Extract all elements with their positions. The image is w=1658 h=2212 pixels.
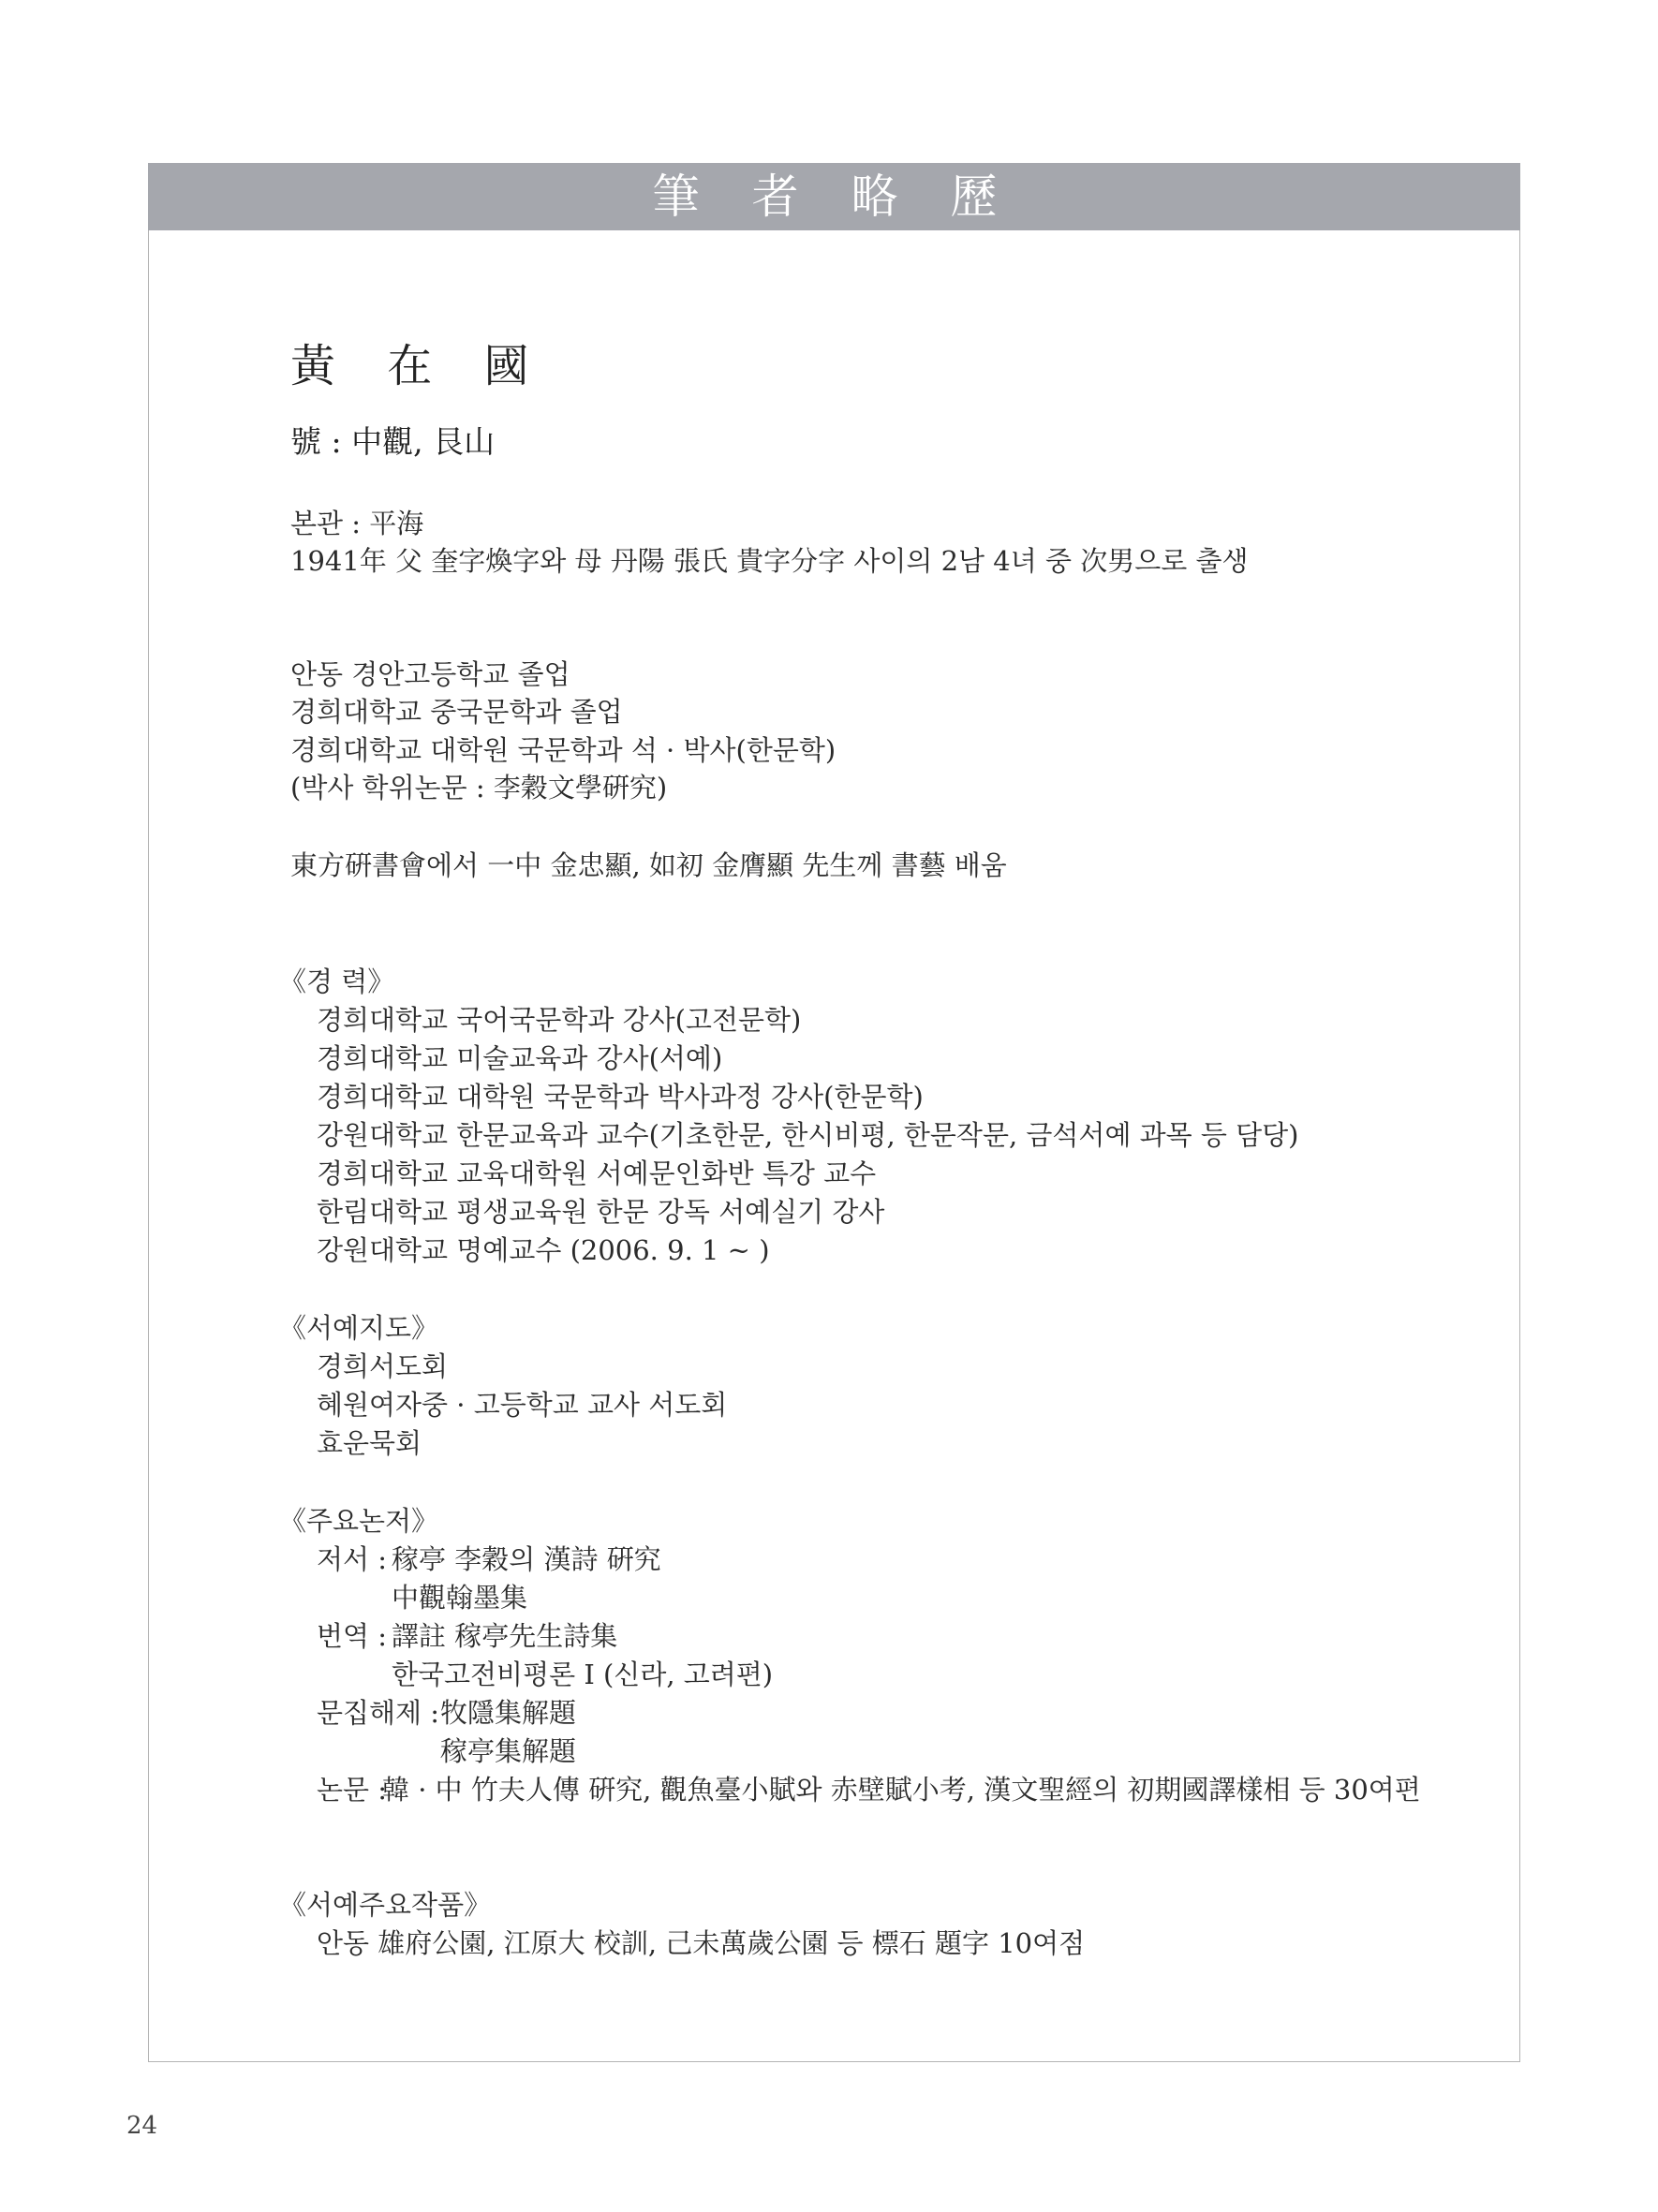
guidance-item: 혜원여자중 · 고등학교 교사 서도회 — [317, 1389, 728, 1421]
page-title: 筆 者 略 歷 — [148, 163, 1520, 230]
career-item: 경희대학교 교육대학원 서예문인화반 특강 교수 — [317, 1158, 877, 1189]
education-item: (박사 학위논문 : 李穀文學硏究) — [290, 772, 668, 804]
guidance-item: 효운묵회 — [317, 1427, 422, 1459]
translation-item: 譯註 稼亭先生詩集 — [392, 1620, 618, 1652]
book-item: 中觀翰墨集 — [392, 1582, 528, 1614]
birth-line: 1941年 父 奎字煥字와 母 丹陽 張氏 貴字分字 사이의 2남 4녀 중 次男으로 출생 — [290, 545, 1249, 577]
calligraphy-item: 안동 雄府公園, 江原大 校訓, 己未萬歲公園 등 標石 題字 10여점 — [317, 1927, 1086, 1959]
page-number: 24 — [126, 2112, 158, 2140]
papers-label: 논문 : — [317, 1774, 388, 1806]
guidance-item: 경희서도회 — [317, 1350, 449, 1382]
bibliography-item: 稼亭集解題 — [440, 1735, 577, 1767]
calligraphy-heading: 《서예주요작품》 — [279, 1889, 492, 1921]
education-item: 안동 경안고등학교 졸업 — [290, 658, 570, 690]
bibliography-item: 牧隱集解題 — [440, 1697, 577, 1729]
study-line: 東方硏書會에서 一中 金忠顯, 如初 金膺顯 先生께 書藝 배움 — [290, 849, 1007, 881]
career-item: 경희대학교 대학원 국문학과 박사과정 강사(한문학) — [317, 1081, 924, 1113]
bibliography-label: 문집해제 : — [317, 1697, 440, 1729]
career-item: 한림대학교 평생교육원 한문 강독 서예실기 강사 — [317, 1196, 885, 1228]
career-heading: 《경 력》 — [279, 966, 395, 997]
book-item: 稼亭 李穀의 漢詩 硏究 — [392, 1543, 661, 1575]
career-item: 경희대학교 미술교육과 강사(서예) — [317, 1042, 723, 1074]
guidance-heading: 《서예지도》 — [279, 1312, 439, 1344]
author-name: 黃 在 國 — [290, 340, 548, 392]
career-item: 강원대학교 한문교육과 교수(기초한문, 한시비평, 한문작문, 금석서예 과목 등 담당) — [317, 1119, 1299, 1151]
author-alias: 號 : 中觀, 艮山 — [290, 423, 496, 460]
education-item: 경희대학교 대학원 국문학과 석 · 박사(한문학) — [290, 734, 836, 766]
education-item: 경희대학교 중국문학과 졸업 — [290, 696, 623, 728]
translations-label: 번역 : — [317, 1620, 388, 1652]
translation-item: 한국고전비평론 I (신라, 고려편) — [392, 1659, 774, 1690]
career-item: 경희대학교 국어국문학과 강사(고전문학) — [317, 1004, 802, 1036]
books-label: 저서 : — [317, 1543, 388, 1575]
career-item: 강원대학교 명예교수 (2006. 9. 1 ~ ) — [317, 1234, 770, 1266]
origin-line: 본관 : 平海 — [290, 508, 424, 539]
papers-line: 韓 · 中 竹夫人傳 硏究, 觀魚臺小賦와 赤壁賦小考, 漢文聖經의 初期國譯樣相 등 30여편 — [382, 1774, 1421, 1806]
works-heading: 《주요논저》 — [279, 1505, 439, 1537]
